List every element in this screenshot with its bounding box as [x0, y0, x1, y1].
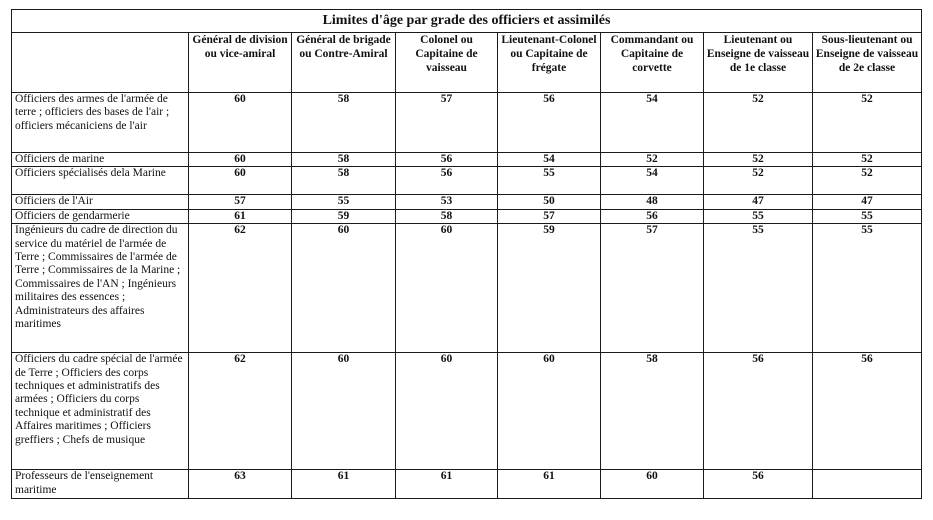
table-cell: 52 — [704, 93, 813, 153]
table-cell: 63 — [189, 470, 292, 499]
table-cell: 56 — [601, 209, 704, 223]
table-row — [12, 195, 922, 209]
column-header: Colonel ou Capitaine de vaisseau — [396, 33, 498, 93]
table-cell: 62 — [189, 224, 292, 353]
title-row — [12, 10, 922, 33]
row-label: Officiers de gendarmerie — [12, 209, 189, 223]
row-label: Officiers spécialisés dela Marine — [12, 167, 189, 195]
table-cell: 60 — [601, 470, 704, 499]
table-cell: 52 — [704, 167, 813, 195]
table-cell: 58 — [396, 209, 498, 223]
table-cell: 55 — [704, 224, 813, 353]
table-cell: 60 — [189, 167, 292, 195]
table-cell — [813, 470, 922, 499]
table-cell: 56 — [813, 353, 922, 470]
table-cell: 56 — [396, 153, 498, 167]
document-page — [11, 9, 921, 499]
column-header: Général de brigade ou Contre-Amiral — [292, 33, 396, 93]
table-cell: 58 — [292, 167, 396, 195]
table-cell: 60 — [396, 224, 498, 353]
table-cell: 57 — [189, 195, 292, 209]
table-cell: 57 — [498, 209, 601, 223]
table-cell: 59 — [292, 209, 396, 223]
table-cell: 60 — [189, 153, 292, 167]
table-cell: 56 — [704, 353, 813, 470]
age-limits-table — [11, 9, 922, 499]
table-cell: 58 — [292, 93, 396, 153]
table-cell: 47 — [704, 195, 813, 209]
table-cell: 54 — [601, 167, 704, 195]
table-row — [12, 167, 922, 195]
table-cell: 52 — [813, 167, 922, 195]
column-header: Lieutenant-Colonel ou Capitaine de frégate — [498, 33, 601, 93]
table-row — [12, 470, 922, 499]
table-cell: 54 — [498, 153, 601, 167]
table-cell: 61 — [292, 470, 396, 499]
table-cell: 62 — [189, 353, 292, 470]
table-cell: 56 — [396, 167, 498, 195]
table-row — [12, 93, 922, 153]
table-cell: 52 — [601, 153, 704, 167]
table-cell: 60 — [396, 353, 498, 470]
table-cell: 55 — [813, 209, 922, 223]
table-cell: 61 — [189, 209, 292, 223]
table-cell: 60 — [498, 353, 601, 470]
row-label: Officiers de l'Air — [12, 195, 189, 209]
column-header: Général de division ou vice-amiral — [189, 33, 292, 93]
table-cell: 60 — [292, 353, 396, 470]
table-cell: 56 — [704, 470, 813, 499]
row-label: Professeurs de l'enseignement maritime — [12, 470, 189, 499]
row-label: Officiers des armes de l'armée de terre ; officiers des bases de l'air ; officiers mécaniciens de l'air — [12, 93, 189, 153]
column-header: Commandant ou Capitaine de corvette — [601, 33, 704, 93]
row-label: Ingénieurs du cadre de direction du service du matériel de l'armée de Terre ; Commissaires de l'armée de Terre ; Commissaires de la Marine ; Commissaires de l'AN ; Ingénieurs militaires des essences ; Administrateurs des affaires maritimes — [12, 224, 189, 353]
table-cell: 55 — [704, 209, 813, 223]
header-row — [12, 33, 922, 93]
table-title: Limites d'âge par grade des officiers et assimilés — [12, 10, 922, 33]
table-cell: 53 — [396, 195, 498, 209]
column-header — [12, 33, 189, 93]
row-label: Officiers de marine — [12, 153, 189, 167]
table-row — [12, 153, 922, 167]
table-cell: 55 — [292, 195, 396, 209]
table-cell: 61 — [498, 470, 601, 499]
table-cell: 52 — [813, 153, 922, 167]
table-cell: 59 — [498, 224, 601, 353]
row-label: Officiers du cadre spécial de l'armée de Terre ; Officiers des corps techniques et administratifs des armées ; Officiers du corps technique et administratif des Affaires maritimes ; Officiers greffiers ; Chefs de musique — [12, 353, 189, 470]
table-cell: 47 — [813, 195, 922, 209]
table-cell: 60 — [189, 93, 292, 153]
table-cell: 48 — [601, 195, 704, 209]
table-cell: 57 — [601, 224, 704, 353]
table-cell: 60 — [292, 224, 396, 353]
table-cell: 52 — [704, 153, 813, 167]
table-cell: 50 — [498, 195, 601, 209]
table-cell: 54 — [601, 93, 704, 153]
table-row — [12, 209, 922, 223]
table-cell: 57 — [396, 93, 498, 153]
table-cell: 61 — [396, 470, 498, 499]
table-cell: 55 — [813, 224, 922, 353]
column-header: Sous-lieutenant ou Enseigne de vaisseau de 2e classe — [813, 33, 922, 93]
table-cell: 58 — [292, 153, 396, 167]
table-cell: 52 — [813, 93, 922, 153]
table-cell: 56 — [498, 93, 601, 153]
table-cell: 58 — [601, 353, 704, 470]
table-cell: 55 — [498, 167, 601, 195]
table-row — [12, 224, 922, 353]
column-header: Lieutenant ou Enseigne de vaisseau de 1e classe — [704, 33, 813, 93]
table-row — [12, 353, 922, 470]
